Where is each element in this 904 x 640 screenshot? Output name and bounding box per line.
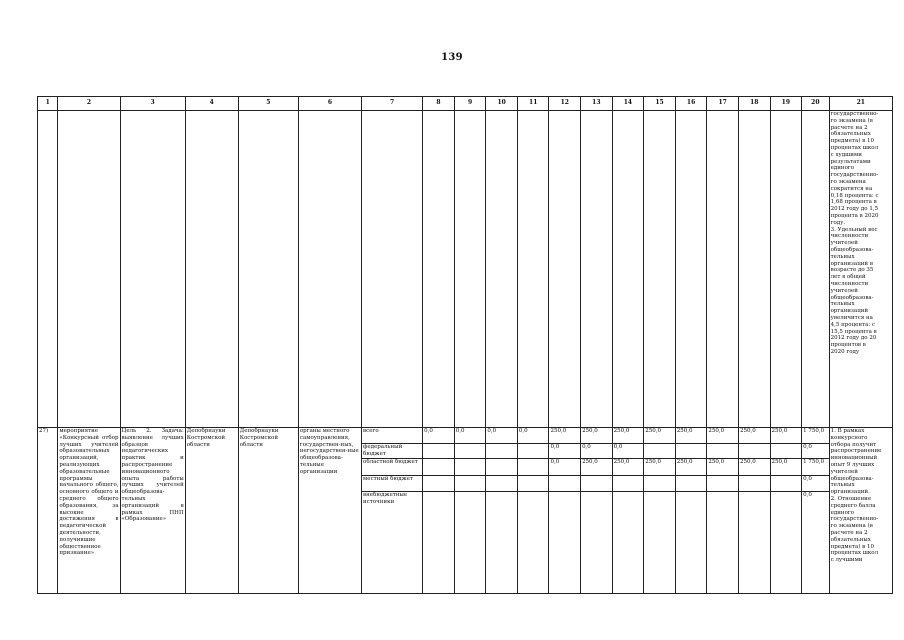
funding-value <box>517 476 549 492</box>
column-header: 19 <box>770 97 802 111</box>
funding-value <box>423 444 455 459</box>
funding-value <box>612 476 644 492</box>
funding-value: 250,0 <box>581 428 613 444</box>
funding-value <box>517 444 549 459</box>
funding-value <box>423 476 455 492</box>
funding-value <box>486 476 518 492</box>
funding-value <box>423 459 455 476</box>
funding-value <box>581 476 613 492</box>
funding-value <box>486 444 518 459</box>
funding-value <box>675 444 707 459</box>
funding-value: 0,0 <box>549 459 581 476</box>
funding-value: 250,0 <box>770 459 802 476</box>
column-header: 6 <box>298 97 361 111</box>
co-executor: Депобрнауки Костромской области <box>238 428 298 594</box>
funding-value <box>770 444 802 459</box>
column-header: 11 <box>517 97 549 111</box>
funding-value: 0,0 <box>802 476 830 492</box>
funding-value: 0,0 <box>423 428 455 444</box>
funding-value <box>675 476 707 492</box>
funding-value <box>738 492 770 594</box>
funding-value <box>517 492 549 594</box>
funding-value <box>486 459 518 476</box>
column-header: 1 <box>38 97 58 111</box>
funding-value: 0,0 <box>802 444 830 459</box>
empty-cell <box>770 111 802 428</box>
funding-value: 250,0 <box>644 428 676 444</box>
column-header: 7 <box>362 97 423 111</box>
funding-value <box>549 476 581 492</box>
continuation-row <box>38 111 893 428</box>
funding-source-label: местный бюджет <box>362 476 423 492</box>
empty-cell <box>298 111 361 428</box>
funding-value <box>549 492 581 594</box>
funding-value: 250,0 <box>644 459 676 476</box>
participants: органы местного самоуправления, государствен-ных, негосударствен-ные общеобразова-тельные организации <box>298 428 361 594</box>
empty-cell <box>238 111 298 428</box>
column-header: 21 <box>829 97 892 111</box>
column-header: 3 <box>120 97 185 111</box>
funding-source-label: областной бюджет <box>362 459 423 476</box>
funding-row <box>38 428 893 444</box>
funding-value <box>707 444 739 459</box>
funding-value: 250,0 <box>581 459 613 476</box>
funding-value: 0,0 <box>549 444 581 459</box>
funding-value: 250,0 <box>770 428 802 444</box>
empty-cell <box>454 111 486 428</box>
empty-cell <box>707 111 739 428</box>
funding-value <box>423 492 455 594</box>
funding-value <box>454 476 486 492</box>
column-header: 2 <box>58 97 120 111</box>
funding-value <box>454 444 486 459</box>
empty-cell <box>612 111 644 428</box>
funding-value <box>581 492 613 594</box>
funding-value <box>675 492 707 594</box>
funding-value <box>454 459 486 476</box>
funding-value: 0,0 <box>612 444 644 459</box>
funding-value <box>644 444 676 459</box>
funding-value: 250,0 <box>738 428 770 444</box>
responsible-executor: Депобрнауки Костромской области <box>185 428 238 594</box>
empty-cell <box>58 111 120 428</box>
empty-cell <box>581 111 613 428</box>
funding-value: 1 750,0 <box>802 428 830 444</box>
column-header: 13 <box>581 97 613 111</box>
column-header: 16 <box>675 97 707 111</box>
funding-value <box>738 476 770 492</box>
row-number: 27) <box>38 428 58 594</box>
empty-cell <box>120 111 185 428</box>
funding-value: 0,0 <box>486 428 518 444</box>
expected-results: 1. В рамках конкурсного отбора получит распространение инновационный опыт 9 лучших учителей общеобразова- тельных организаций. 2. Отношение среднего балла единого государственно- го экзамена (в расчете на 2 обязательных предмета) в 10 процентах школ с лучшими <box>829 428 892 594</box>
funding-value: 250,0 <box>612 428 644 444</box>
column-header: 9 <box>454 97 486 111</box>
column-header: 5 <box>238 97 298 111</box>
funding-value <box>612 492 644 594</box>
empty-cell <box>549 111 581 428</box>
empty-cell <box>486 111 518 428</box>
funding-value: 0,0 <box>517 428 549 444</box>
empty-cell <box>802 111 830 428</box>
column-header: 15 <box>644 97 676 111</box>
empty-cell <box>738 111 770 428</box>
funding-value: 0,0 <box>454 428 486 444</box>
funding-value: 0,0 <box>802 492 830 594</box>
funding-value <box>644 476 676 492</box>
funding-value: 250,0 <box>549 428 581 444</box>
column-header: 8 <box>423 97 455 111</box>
funding-source-label: внебюджетные источники <box>362 492 423 594</box>
funding-value: 250,0 <box>707 428 739 444</box>
funding-value <box>707 476 739 492</box>
funding-source-label: федеральный бюджет <box>362 444 423 459</box>
goal-task: Цель 2. Задача: выявление лучших образцов педагогических практик и распространение инновационного опыта работы лучших учителей общеобразова-тельных организаций в рамках ПНП «Образование» <box>120 428 185 594</box>
column-header: 17 <box>707 97 739 111</box>
funding-value <box>707 492 739 594</box>
funding-value: 250,0 <box>707 459 739 476</box>
funding-value <box>486 492 518 594</box>
empty-cell <box>675 111 707 428</box>
header-row <box>38 97 893 111</box>
funding-value <box>454 492 486 594</box>
funding-value: 0,0 <box>581 444 613 459</box>
page-number: 139 <box>441 52 463 63</box>
empty-cell <box>362 111 423 428</box>
measure-name: мероприятие «Конкурсный отбор лучших учителей образовательных организаций, реализующих образовательные программы начального общего, основного общего и среднего общего образования, за высокие достижения в педагогической деятельности, получившие общественное признание» <box>58 428 120 594</box>
funding-value <box>770 492 802 594</box>
column-header: 10 <box>486 97 518 111</box>
funding-value <box>644 492 676 594</box>
funding-value <box>770 476 802 492</box>
funding-value: 1 750,0 <box>802 459 830 476</box>
empty-cell <box>38 111 58 428</box>
empty-cell <box>517 111 549 428</box>
column-header: 4 <box>185 97 238 111</box>
empty-cell <box>185 111 238 428</box>
empty-cell <box>644 111 676 428</box>
empty-cell <box>423 111 455 428</box>
program-table <box>37 96 893 594</box>
funding-value <box>738 444 770 459</box>
funding-source-label: всего <box>362 428 423 444</box>
column-header: 14 <box>612 97 644 111</box>
funding-value: 250,0 <box>612 459 644 476</box>
funding-value: 250,0 <box>738 459 770 476</box>
column-header: 18 <box>738 97 770 111</box>
column-header: 12 <box>549 97 581 111</box>
funding-value: 250,0 <box>675 459 707 476</box>
continuation-indicators: государственно- го экзамена (в расчете на 2 обязательных предмета) в 10 процентах школ с худшими результатами единого государственно- го экзамена сократится на 0,18 процента: с 1,68 процента в 2012 году до 1,5 процента в 2020 году. 3. Удельный вес численности учителей общеобразова- тельных организаций в возрасте до 35 лет в общей численности учителей общеобразова- тельных организаций увеличится на 4,5 процента: с 15,5 процента в 2012 году до 20 процентов в 2020 году <box>829 111 892 428</box>
funding-value <box>517 459 549 476</box>
funding-value: 250,0 <box>675 428 707 444</box>
column-header: 20 <box>802 97 830 111</box>
